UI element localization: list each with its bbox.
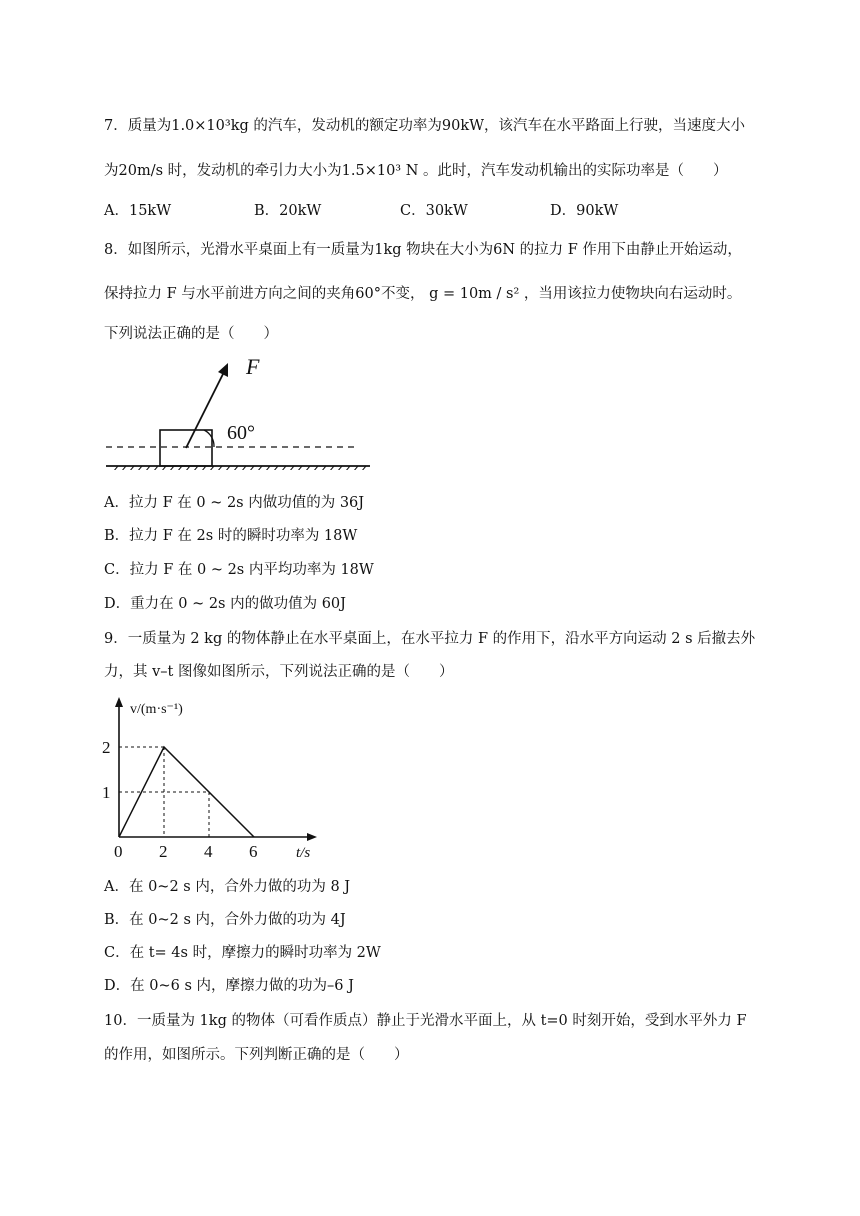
x-tick-label: 6 [249,842,258,861]
q10-line-2: 的作用，如图所示。下列判断正确的是（ ） [104,1047,409,1063]
x-axis-arrowhead [307,833,317,841]
q8-line-3: 下列说法正确的是（ ） [104,326,278,342]
q7-line-2: 为20m/s 时，发动机的牵引力大小为1.5×10³ N 。此时，汽车发动机输出的实际功率是（ ） [104,163,728,179]
q7-line-1: 7．质量为1.0×10³kg 的汽车，发动机的额定功率为90kW，该汽车在水平路面上行驶，当速度大小 [104,118,746,134]
angle-label: 60° [227,422,255,444]
x-tick-label: 2 [159,842,168,861]
q10-line-1: 10．一质量为 1kg 的物体（可看作质点）静止于光滑水平面上，从 t=0 时刻开始，受到水平外力 F [104,1013,747,1029]
tick-labels [102,738,258,861]
q9-option-a: A．在 0~2 s 内，合外力做的功为 8 J [104,879,351,895]
q9-option-d: D．在 0~6 s 内，摩擦力做的功为–6 J [104,978,354,994]
y-axis-arrowhead [115,697,123,707]
y-axis-label: v/(m·s⁻¹) [130,702,183,717]
q8-line-1: 8．如图所示，光滑水平桌面上有一质量为1kg 物块在大小为6N 的拉力 F 作用下由静止开始运动， [104,242,742,258]
q8-line-2: 保持拉力 F 与水平前进方向之间的夹角60°不变， g = 10m / s² ，当用该拉力使物块向右运动时。 [104,286,742,302]
force-arrow [186,370,225,448]
q7-option-d: D．90kW [550,203,619,219]
q9-line-1: 9．一质量为 2 kg 的物体静止在水平桌面上，在水平拉力 F 的作用下，沿水平方向运动 2 s 后撤去外 [104,631,756,647]
q8-force-diagram [104,350,374,470]
x-tick-label: 0 [114,842,123,861]
x-tick-label: 4 [204,842,213,861]
q8-option-a: A．拉力 F 在 0 ~ 2s 内做功值的为 36J [104,495,365,511]
y-tick-label: 1 [102,783,111,802]
q9-line-2: 力，其 v–t 图像如图所示，下列说法正确的是（ ） [104,664,454,680]
q9-option-c: C．在 t= 4s 时，摩擦力的瞬时功率为 2W [104,945,381,961]
q9-option-b: B．在 0~2 s 内，合外力做的功为 4J [104,912,346,928]
force-label: F [246,354,260,379]
q8-option-d: D．重力在 0 ~ 2s 内的做功值为 60J [104,596,346,612]
vt-chart [100,695,330,865]
q8-option-c: C．拉力 F 在 0 ~ 2s 内平均功率为 18W [104,562,374,578]
q7-option-a: A．15kW [104,203,172,219]
x-axis-label: t/s [296,845,311,861]
q7-option-c: C．30kW [400,203,468,219]
q7-option-b: B．20kW [254,203,322,219]
guide-lines [119,747,209,837]
q8-option-b: B．拉力 F 在 2s 时的瞬时功率为 18W [104,528,358,544]
y-tick-label: 2 [102,738,111,757]
